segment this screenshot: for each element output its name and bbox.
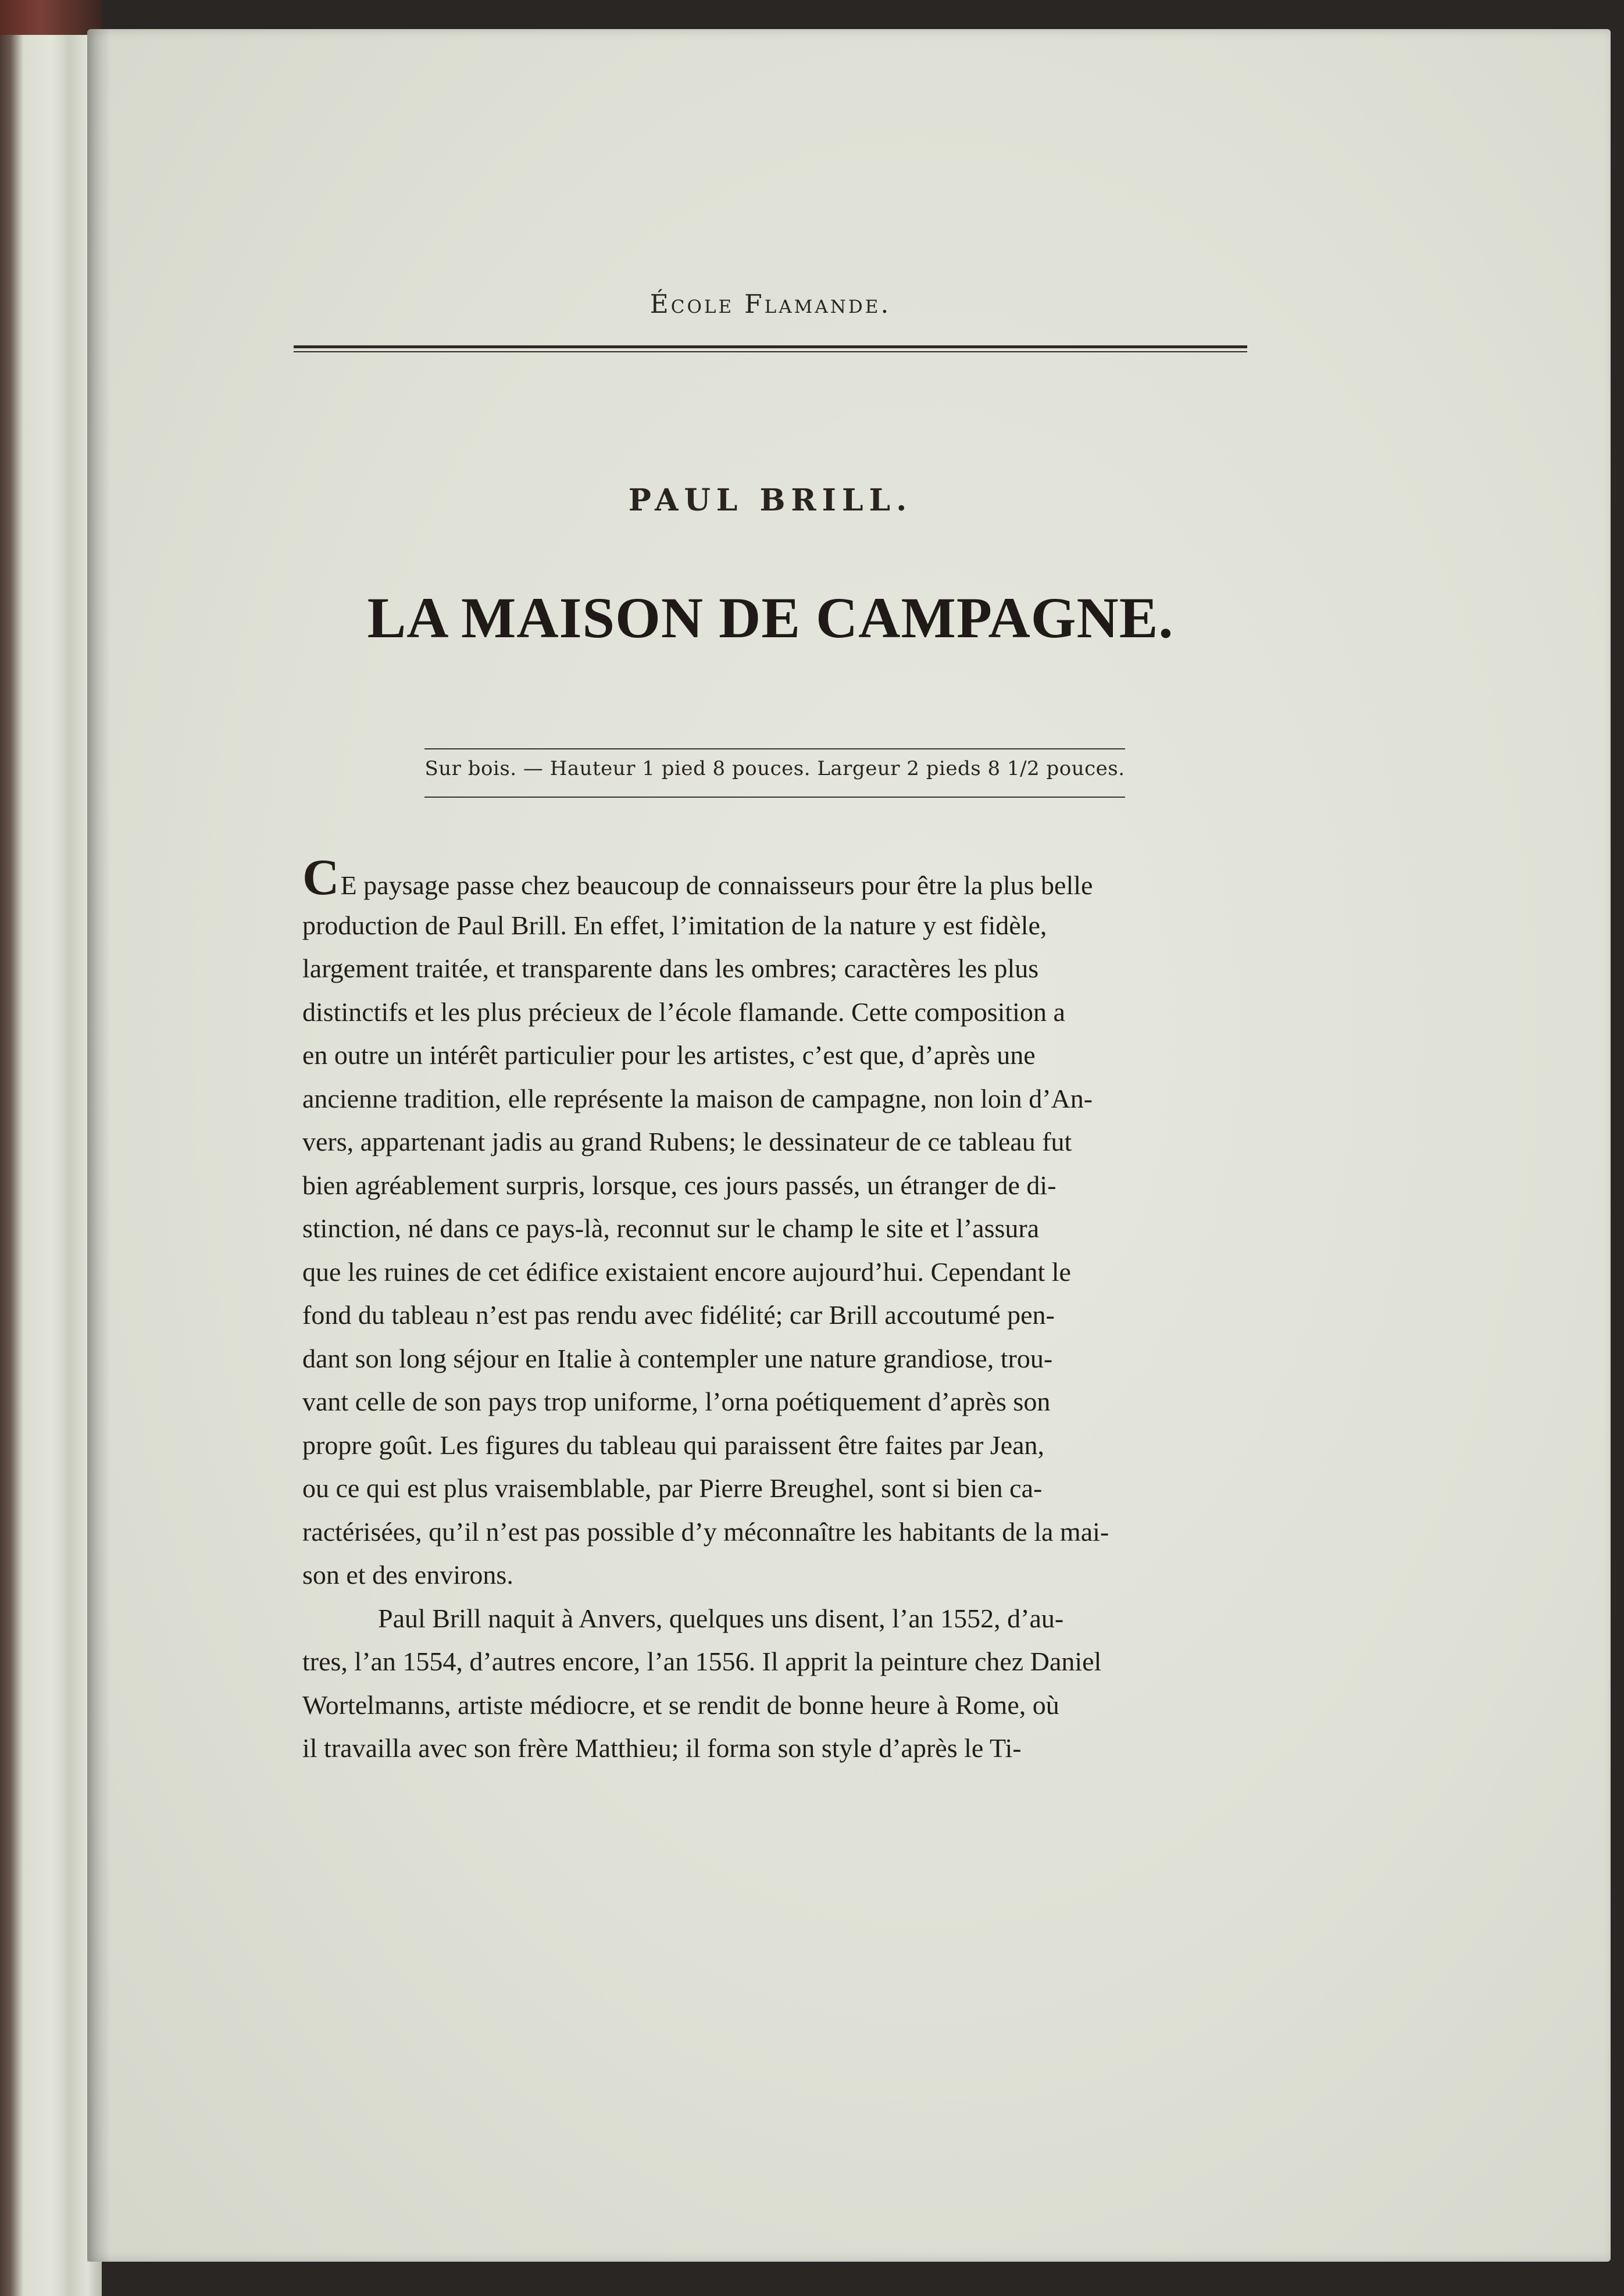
text-line: il travailla avec son frère Matthieu; il forma son style d’après le Ti- [302,1733,1022,1763]
text-line: CE paysage passe chez beaucoup de connaisseurs pour être la plus belle [302,849,1093,906]
text-line: production de Paul Brill. En effet, l’imitation de la nature y est fidèle, [302,910,1047,940]
text-line: en outre un intérêt particulier pour les artistes, c’est que, d’après une [302,1040,1036,1070]
author-name: PAUL BRILL. [628,483,913,518]
running-header: École Flamande. [649,290,891,319]
dimensions-rule-bottom [424,797,1125,798]
text-line: que les ruines de cet édifice existaient encore aujourd’hui. Cependant le [302,1256,1071,1287]
text-line: dant son long séjour en Italie à contempler une nature grandiose, trou- [302,1343,1053,1373]
text-line: Wortelmanns, artiste médiocre, et se rendit de bonne heure à Rome, où [302,1690,1059,1720]
header-rule-thin [294,351,1247,352]
text-line: vers, appartenant jadis au grand Rubens; le dessinateur de ce tableau fut [302,1127,1072,1156]
dimensions-rule-top [424,748,1125,749]
text-line: propre goût. Les figures du tableau qui paraissent être faites par Jean, [302,1430,1045,1460]
text-line: ancienne tradition, elle représente la maison de campagne, non loin d’An- [302,1083,1093,1113]
text-line: distinctifs et les plus précieux de l’école flamande. Cette composition a [302,997,1065,1027]
text-line: largement traitée, et transparente dans les ombres; caractères les plus [302,954,1039,983]
binding-band [0,0,102,35]
text-line: ou ce qui est plus vraisemblable, par Pierre Breughel, sont si bien ca- [302,1473,1043,1503]
page-title: LA MAISON DE CAMPAGNE. [367,585,1174,650]
text-line: bien agréablement surpris, lorsque, ces jours passés, un étranger de di- [302,1170,1057,1200]
drop-cap: C [302,849,340,906]
text-line: tres, l’an 1554, d’autres encore, l’an 1556. Il apprit la peinture chez Daniel [302,1647,1102,1676]
text-line: vant celle de son pays trop uniforme, l’orna poétiquement d’après son [302,1387,1051,1416]
body-text [302,849,1256,1770]
text-line: Paul Brill naquit à Anvers, quelques uns disent, l’an 1552, d’au- [378,1603,1064,1633]
dimensions-line: Sur bois. — Hauteur 1 pied 8 pouces. Largeur 2 pieds 8 1/2 pouces. [424,757,1125,780]
gutter-shadow [87,29,110,2262]
book-edge [0,0,102,2296]
text-line: stinction, né dans ce pays-là, reconnut sur le champ le site et l’assura [302,1213,1040,1243]
text-line: son et des environs. [302,1560,513,1590]
header-rule [294,345,1247,348]
text-line: fond du tableau n’est pas rendu avec fidélité; car Brill accoutumé pen- [302,1300,1055,1330]
text-line: ractérisées, qu’il n’est pas possible d’y méconnaître les habitants de la mai- [302,1516,1109,1547]
